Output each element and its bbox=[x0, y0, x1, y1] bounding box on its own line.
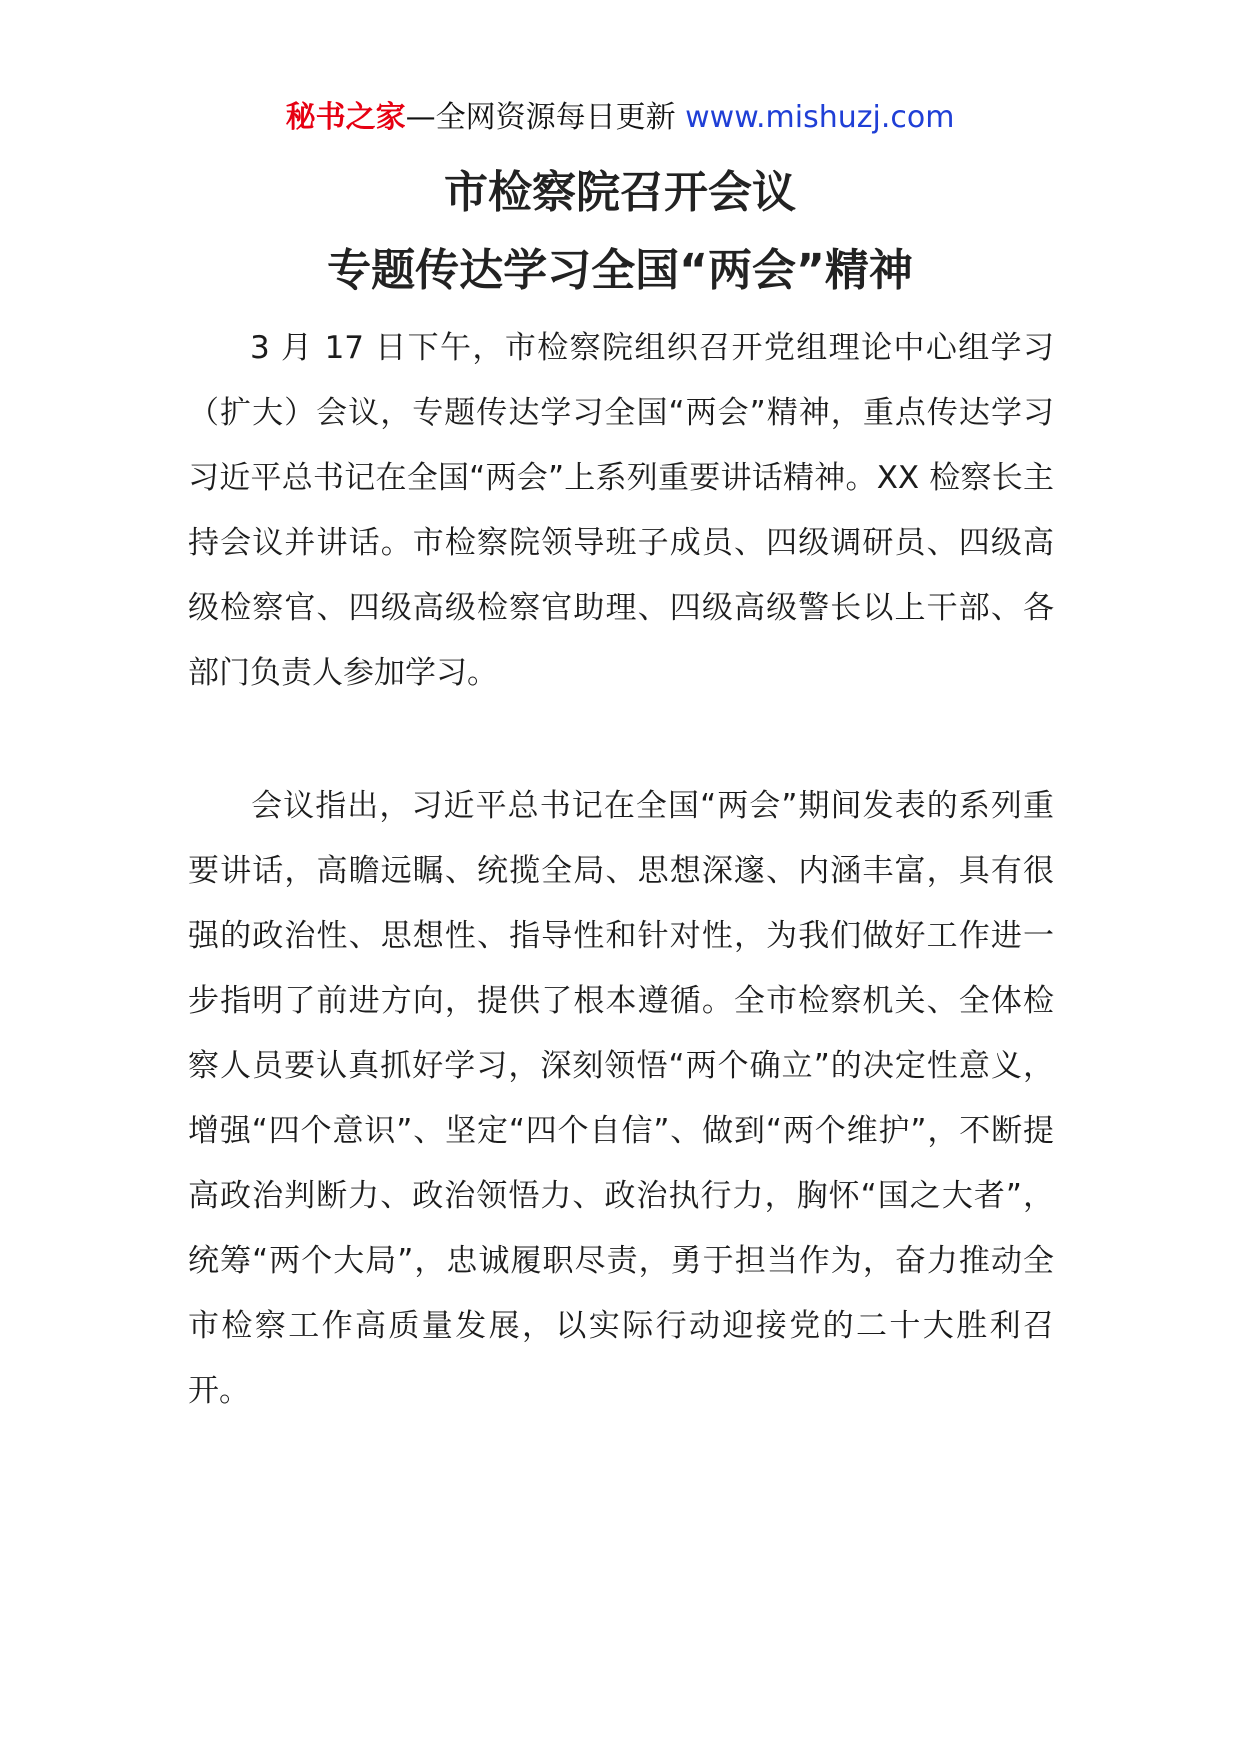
paragraph-1 bbox=[188, 316, 1054, 706]
paragraph-1-text: 3 月 17 日下午，市检察院组织召开党组理论中心组学习（扩大）会议，专题传达学习全国“两会”精神，重点传达学习习近平总书记在全国“两会”上系列重要讲话精神。XX 检察长主持会议并讲话。市检察院领导班子成员、四级调研员、四级高级检察官、四级高级检察官助理、四级高级警长以上干部、各部门负责人参加学习。 bbox=[188, 330, 1054, 691]
header-tagline: —全网资源每日更新 bbox=[405, 100, 676, 135]
brand-name: 秘书之家 bbox=[285, 100, 406, 135]
document-title-line-2: 专题传达学习全国“两会”精神 bbox=[327, 245, 913, 296]
site-header bbox=[0, 98, 1240, 138]
document-title-line-1: 市检察院召开会议 bbox=[444, 167, 796, 218]
paragraph-2-text: 会议指出，习近平总书记在全国“两会”期间发表的系列重要讲话，高瞻远瞩、统揽全局、思想深邃、内涵丰富，具有很强的政治性、思想性、指导性和针对性，为我们做好工作进一步指明了前进方向，提供了根本遵循。全市检察机关、全体检察人员要认真抓好学习，深刻领悟“两个确立”的决定性意义，增强“四个意识”、坚定“四个自信”、做到“两个维护”，不断提高政治判断力、政治领悟力、政治执行力，胸怀“国之大者”，统筹“两个大局”，忠诚履职尽责，勇于担当作为，奋力推动全市检察工作高质量发展，以实际行动迎接党的二十大胜利召开。 bbox=[188, 788, 1054, 1409]
paragraph-2 bbox=[188, 774, 1054, 1424]
site-url-link[interactable]: www.mishuzj.com bbox=[685, 100, 955, 135]
